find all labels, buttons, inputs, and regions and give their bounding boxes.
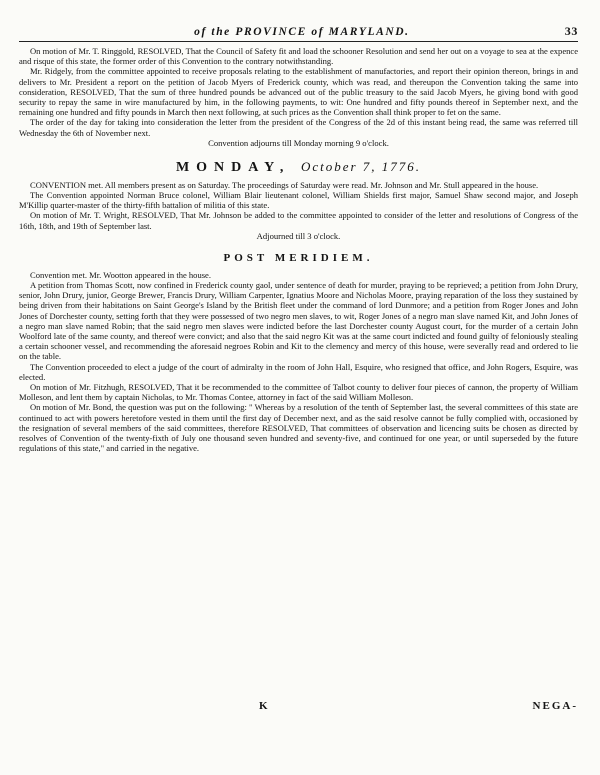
paragraph-order-of-day: The order of the day for taking into consideration the letter from the president of the Congress of the 2d of this instant being read, the same was referred till Wednesday the 6th of November next. [19,117,578,138]
running-header [19,24,578,42]
date-heading-day: MONDAY, [175,159,291,175]
catchword: NEGA- [532,700,578,712]
paragraph-bond-motion: On motion of Mr. Bond, the question was put on the following: " Whereas by a resolution of the tenth of September last, the several committees of this state are continued to act with powers heretofore vested in them until the first day of December next, and as the said resolve cannot be fully complied with, occasioned by the resignation of several members of the said committees, therefore RESOLVED, That committees of observation and licencing suits be chosen as directed by resolves of Convention of the twenty-fixth of July one thousand seven hundred and seventy-five, and continued for one year, or until superseded by the future regulations of this state," and carried in the negative. [19,402,578,454]
date-heading [19,159,578,176]
paragraph-fitzhugh-motion: On motion of Mr. Fitzhugh, RESOLVED, That it be recommended to the committee of Talbot county to deliver four pieces of cannon, the property of William Molleson, and lent them by captain Nicholas, to Mr. Thomas Contee, attorney in fact of the said William Molleson. [19,382,578,403]
signature-mark: K [259,700,268,712]
date-heading-date: October 7, 1776. [300,158,422,174]
paragraph-wootton: Convention met. Mr. Wootton appeared in the house. [30,269,211,280]
paragraph-militia-appointments: The Convention appointed Norman Bruce colonel, William Blair lieutenant colonel, William Shields first major, Samuel Shaw second major, and Joseph M'Killip quarter-master of the thirty-fifth battalion of militia of this state. [19,190,578,211]
page-number: 33 [564,24,578,38]
paragraph-convention-met: CONVENTION met. All members present as on Saturday. The proceedings of Saturday were read. Mr. Johnson and Mr. Stull appeared in the house. [30,179,539,190]
paragraph-ridgely-report: Mr. Ridgely, from the committee appointed to receive proposals relating to the establishment of manufactories, and report their opinion thereon, brings in and delivers to Mr. President a report on the petition of Jacob Myers of Frederick county, which was read, and thereupon the Convention taking the same into consideration, RESOLVED, That the sum of three hundred pounds be advanced out of the public treasury to the said Jacob Myers, he giving bond with good security to repay the same in wire manufactured by him, in the following payments, to wit: One hundred and fifty pounds thereof in September next, and the remaining one hundred and fifty pounds in March then next following, at such prices as the Convention shall think proper to fet on the same. [19,66,578,118]
running-title: of the PROVINCE of MARYLAND. [194,26,410,38]
paragraph-resolution-schooner: On motion of Mr. T. Ringgold, RESOLVED, That the Council of Safety fit and load the schooner Resolution and send her out on a voyage to sea at the expence and risque of this state, the former order of this Convention to the contrary notwithstanding. [19,46,578,67]
page-footer [19,700,578,712]
paragraph-petitions: A petition from Thomas Scott, now confined in Frederick county gaol, under sentence of death for murder, praying to be reprieved; a petition from John Drury, senior, John Drury, junior, George Brewer, Francis Drury, William Carpenter, Ignatius Moore and Nicholas Moore, praying reparation of the loss they sustained by being driven from their habitations on Saint George's Island by the British fleet under the command of lord Dunmore; and a petition from Roger Jones and John Jones of Dorchester county, setting forth that they were possessed of two negro men slaves, to wit, Roger Jones of a negro man slave named Kit, and John Jones of a negro man slave named Robin; that the said negro men slaves were indicted before the last Dorchester county August court, for the murder of a certain John Woolford late of the same county, and thereof were convict; and also that the said negro Kit was at the same court indicted and found guilty of feloniously stealing a certain schooner vessel, and recommending the aforesaid negroes Robin and Kit to the clemency and mercy of this house, were severally read and ordered to lie on the table. [19,280,578,362]
adjournment-line-1: Convention adjourns till Monday morning 9 o'clock. [208,137,389,148]
paragraph-wright-motion: On motion of Mr. T. Wright, RESOLVED, That Mr. Johnson be added to the committee appointed to consider of the letter and resolutions of Congress of the 16th, 18th, and 19th of September last. [19,210,578,231]
section-heading: POST MERIDIEM. [223,251,374,264]
adjournment-line-2: Adjourned till 3 o'clock. [256,230,341,241]
paragraph-admiralty-judge: The Convention proceeded to elect a judge of the court of admiralty in the room of John Hall, Esquire, who resigned that office, and John Rogers, Esquire, was elected. [19,361,578,382]
